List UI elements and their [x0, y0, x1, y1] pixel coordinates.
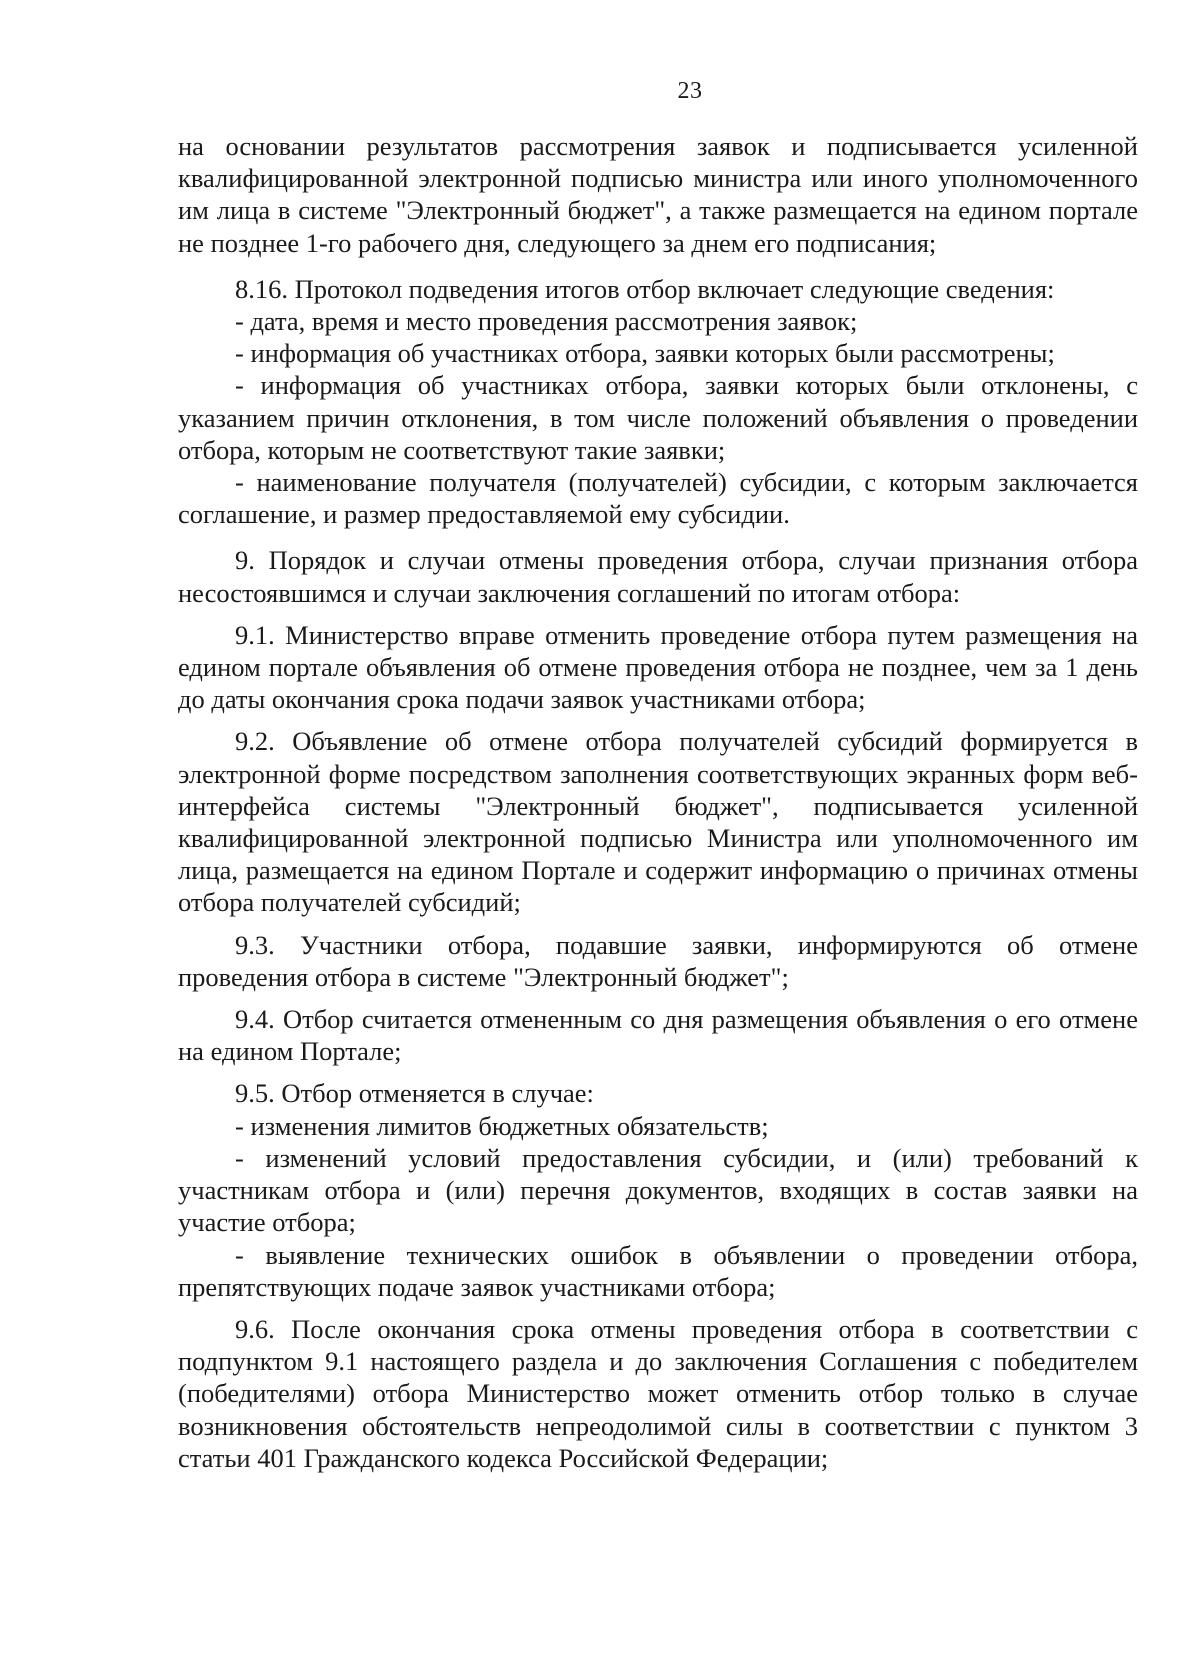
list-item: - информация об участниках отбора, заявки которых были отклонены, с указанием причин отклонения, в том числе положений объявления о проведении отбора, которым не соответствуют такие заявки;: [178, 370, 1138, 465]
paragraph-9-2: 9.2. Объявление об отмене отбора получателей субсидий формируется в электронной форме посредством заполнения соответствующих экранных форм веб-интерфейса системы "Электронный бюджет", подписывается усиленной квалифицированной электронной подписью Министра или уполномоченного им лица, размещается на едином Портале и содержит информацию о причинах отмены отбора получателей субсидий;: [178, 726, 1138, 918]
list-item: - дата, время и место проведения рассмотрения заявок;: [235, 306, 858, 337]
paragraph-continuation: на основании результатов рассмотрения заявок и подписывается усиленной квалифицированной электронной подписью министра или иного уполномоченного им лица в системе "Электронный бюджет", а также размещается на едином портале не позднее 1-го рабочего дня, следующего за днем его подписания;: [178, 131, 1138, 258]
paragraph-8-16: 8.16. Протокол подведения итогов отбор включает следующие сведения:: [235, 273, 1055, 304]
list-item: - наименование получателя (получателей) субсидии, с которым заключается соглашение, и размер предоставляемой ему субсидии.: [178, 467, 1138, 530]
list-item: - выявление технических ошибок в объявлении о проведении отбора, препятствующих подаче заявок участниками отбора;: [178, 1239, 1138, 1302]
document-body: [178, 130, 1138, 1474]
page-number: 23: [677, 78, 703, 104]
list-item: - изменения лимитов бюджетных обязательств;: [235, 1110, 769, 1141]
paragraph-9-4: 9.4. Отбор считается отмененным со дня размещения объявления о его отмене на едином Портале;: [178, 1004, 1138, 1067]
paragraph-9-5: 9.5. Отбор отменяется в случае:: [235, 1078, 594, 1109]
paragraph-9-3: 9.3. Участники отбора, подавшие заявки, информируются об отмене проведения отбора в системе "Электронный бюджет";: [178, 929, 1138, 992]
paragraph-9-6: 9.6. После окончания срока отмены проведения отбора в соответствии с подпунктом 9.1 настоящего раздела и до заключения Соглашения с победителем (победителями) отбора Министерство может отменить отбор только в случае возникновения обстоятельств непреодолимой силы в соответствии с пунктом 3 статьи 401 Гражданского кодекса Российской Федерации;: [178, 1313, 1138, 1473]
paragraph-9: 9. Порядок и случаи отмены проведения отбора, случаи признания отбора несостоявшимся и случаи заключения соглашений по итогам отбора:: [178, 545, 1138, 608]
paragraph-9-1: 9.1. Министерство вправе отменить проведение отбора путем размещения на едином портале объявления об отмене проведения отбора не позднее, чем за 1 день до даты окончания срока подачи заявок участниками отбора;: [178, 619, 1138, 715]
list-item: - информация об участниках отбора, заявки которых были рассмотрены;: [235, 338, 1055, 369]
list-item: - изменений условий предоставления субсидии, и (или) требований к участникам отбора и (или) перечня документов, входящих в состав заявки на участие отбора;: [178, 1142, 1138, 1238]
